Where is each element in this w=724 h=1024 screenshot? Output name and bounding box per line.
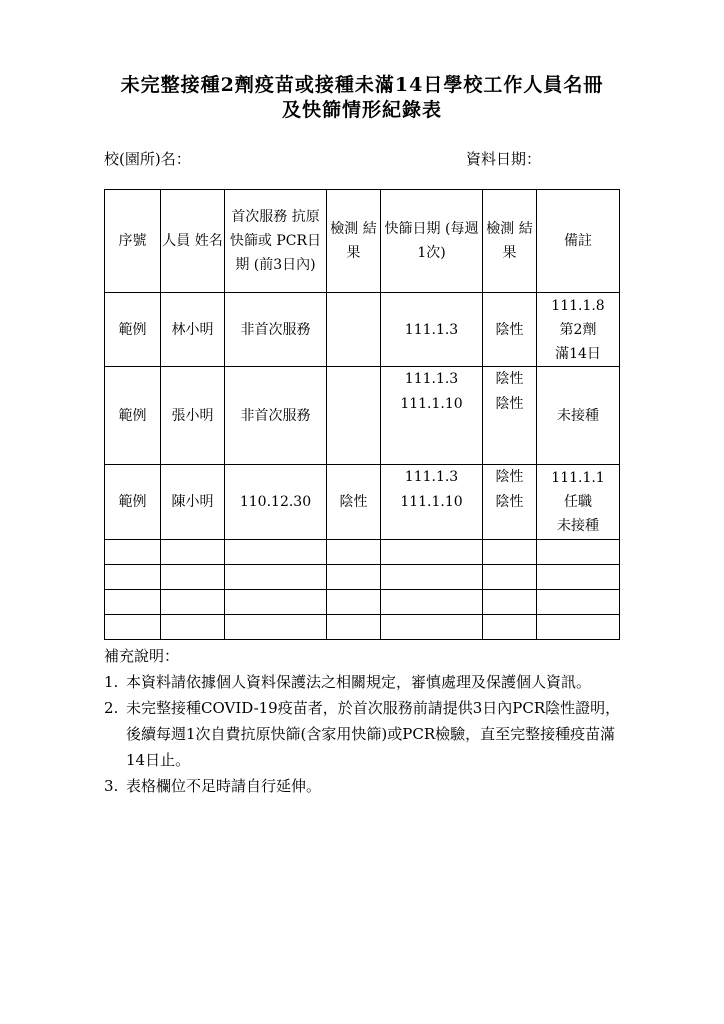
table-row-blank bbox=[105, 590, 620, 615]
cell-name: 林小明 bbox=[161, 293, 225, 367]
header-first-service: 首次服務 抗原快篩或 PCR日期 (前3日內) bbox=[225, 190, 327, 293]
header-seq: 序號 bbox=[105, 190, 161, 293]
table-row bbox=[105, 293, 620, 367]
table-row-blank bbox=[105, 615, 620, 640]
cell-rapid-date: 111.1.3 111.1.10 bbox=[381, 367, 483, 465]
note-text: 表格欄位不足時請自行延伸。 bbox=[126, 777, 322, 795]
cell-seq: 範例 bbox=[105, 465, 161, 540]
table-header-row bbox=[105, 190, 620, 293]
cell-seq: 範例 bbox=[105, 367, 161, 465]
document-title-line1: 未完整接種2劑疫苗或接種未滿14日學校工作人員名冊 bbox=[120, 74, 604, 96]
note-item bbox=[104, 695, 624, 773]
cell-note: 未接種 bbox=[537, 367, 620, 465]
staff-record-table bbox=[104, 189, 620, 640]
table-row bbox=[105, 367, 620, 465]
cell-result-1: 陰性 bbox=[327, 465, 381, 540]
supplementary-notes bbox=[104, 643, 624, 799]
header-note: 備註 bbox=[537, 190, 620, 293]
cell-first-service: 非首次服務 bbox=[225, 293, 327, 367]
cell-seq: 範例 bbox=[105, 293, 161, 367]
cell-note: 111.1.8 第2劑 滿14日 bbox=[537, 293, 620, 367]
notes-heading: 補充說明： bbox=[104, 647, 180, 665]
school-name-label: 校(園所)名： bbox=[104, 150, 191, 168]
cell-result-1 bbox=[327, 367, 381, 465]
cell-result-2: 陰性 陰性 bbox=[483, 367, 537, 465]
header-rapid-date: 快篩日期 (每週1次) bbox=[381, 190, 483, 293]
cell-rapid-date: 111.1.3 111.1.10 bbox=[381, 465, 483, 540]
note-text: 本資料請依據個人資料保護法之相關規定，審慎處理及保護個人資訊。 bbox=[126, 673, 592, 691]
cell-first-service: 110.12.30 bbox=[225, 465, 327, 540]
note-number: 2. bbox=[104, 699, 119, 717]
cell-result-2: 陰性 bbox=[483, 293, 537, 367]
table-row-blank bbox=[105, 540, 620, 565]
cell-name: 陳小明 bbox=[161, 465, 225, 540]
cell-result-2: 陰性 陰性 bbox=[483, 465, 537, 540]
cell-name: 張小明 bbox=[161, 367, 225, 465]
table-row-blank bbox=[105, 565, 620, 590]
header-result-1: 檢測 結果 bbox=[327, 190, 381, 293]
note-item bbox=[104, 773, 624, 799]
header-name: 人員 姓名 bbox=[161, 190, 225, 293]
cell-first-service: 非首次服務 bbox=[225, 367, 327, 465]
data-date-label: 資料日期： bbox=[466, 150, 542, 168]
header-result-2: 檢測 結果 bbox=[483, 190, 537, 293]
note-text: 未完整接種COVID-19疫苗者，於首次服務前請提供3日內PCR陰性證明，後續每週1次自費抗原快篩(含家用快篩)或PCR檢驗，直至完整接種疫苗滿14日止。 bbox=[126, 699, 621, 769]
note-number: 3. bbox=[104, 777, 119, 795]
cell-rapid-date: 111.1.3 bbox=[381, 293, 483, 367]
table-row bbox=[105, 465, 620, 540]
cell-result-1 bbox=[327, 293, 381, 367]
cell-note: 111.1.1 任職 未接種 bbox=[537, 465, 620, 540]
note-number: 1. bbox=[104, 673, 119, 691]
note-item bbox=[104, 669, 624, 695]
document-title-line2: 及快篩情形紀錄表 bbox=[281, 99, 442, 121]
